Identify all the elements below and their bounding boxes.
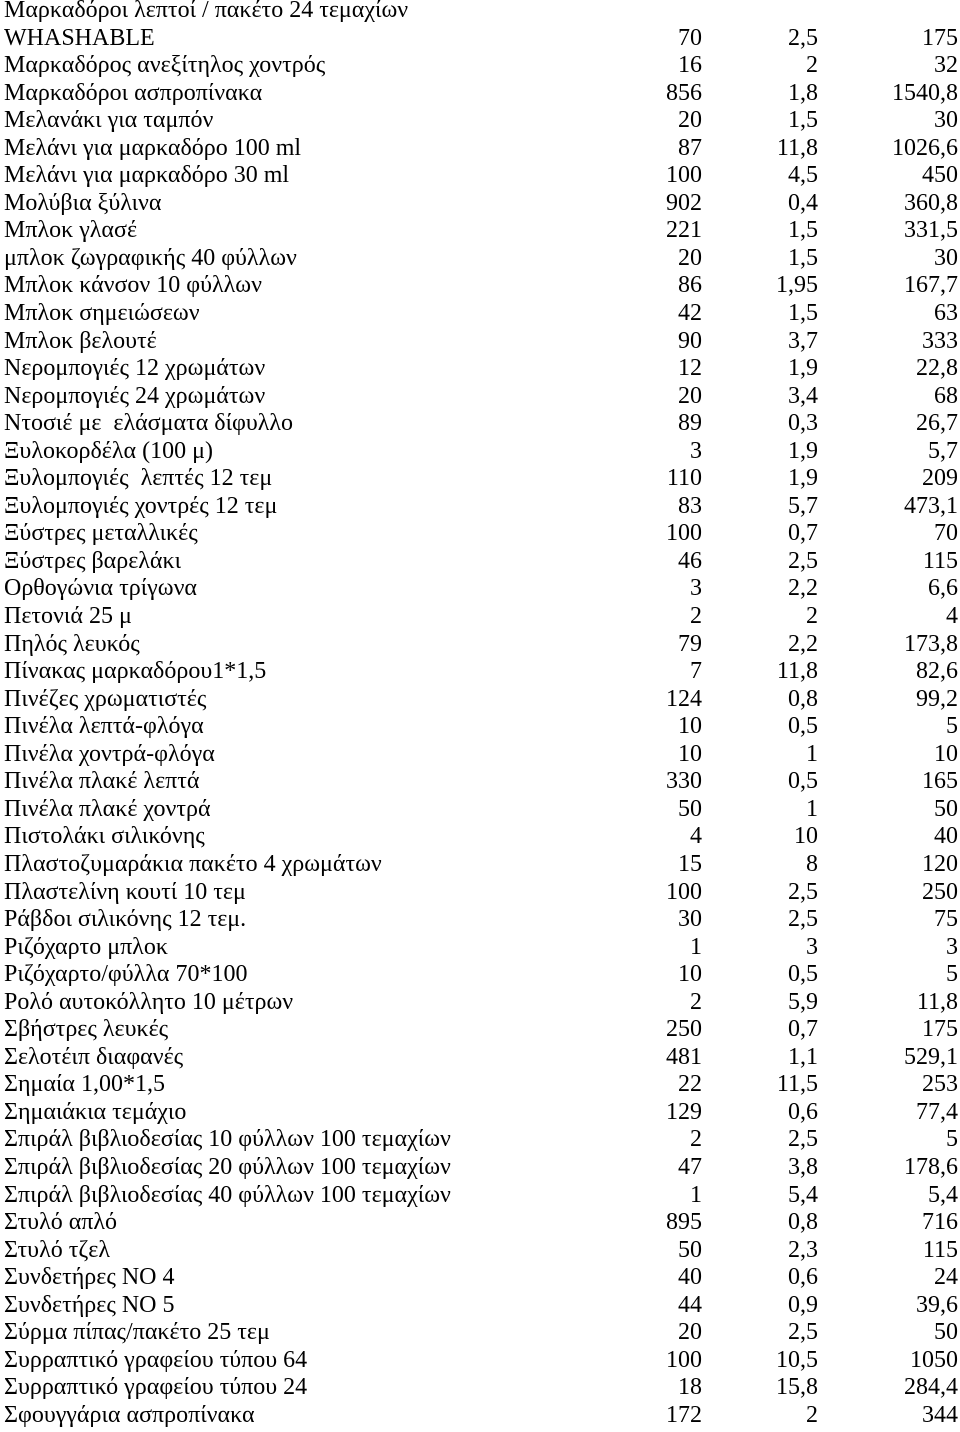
item-total: 253 — [922, 1071, 958, 1098]
item-total: 1540,8 — [892, 79, 958, 106]
item-quantity: 100 — [666, 1346, 702, 1373]
table-row — [0, 961, 960, 989]
item-unit-price: 11,8 — [776, 658, 818, 685]
table-row — [0, 52, 960, 80]
item-quantity: 129 — [666, 1098, 702, 1125]
item-quantity: 50 — [678, 1236, 702, 1263]
item-unit-price: 2,2 — [788, 630, 818, 657]
item-unit-price: 10,5 — [776, 1346, 818, 1373]
table-row — [0, 989, 960, 1017]
table-row — [0, 1016, 960, 1044]
table-row — [0, 851, 960, 879]
item-name: Σπιράλ βιβλιοδεσίας 40 φύλλων 100 τεμαχίων — [4, 1181, 451, 1208]
item-total: 39,6 — [916, 1291, 958, 1318]
item-quantity: 89 — [678, 410, 702, 437]
table-row — [0, 438, 960, 466]
item-total: 82,6 — [916, 658, 958, 685]
item-name: Ξυλομπογιές λεπτές 12 τεμ — [4, 465, 273, 492]
item-quantity: 86 — [678, 272, 702, 299]
item-quantity: 15 — [678, 850, 702, 877]
item-quantity: 330 — [666, 768, 702, 795]
item-name: Πινέλα λεπτά-φλόγα — [4, 713, 204, 740]
item-unit-price: 3,7 — [788, 327, 818, 354]
item-unit-price: 2,5 — [788, 906, 818, 933]
item-unit-price: 0,6 — [788, 1264, 818, 1291]
item-name: Ράβδοι σιλικόνης 12 τεμ. — [4, 906, 247, 933]
item-unit-price: 2,5 — [788, 547, 818, 574]
item-total: 1026,6 — [892, 134, 958, 161]
item-total: 209 — [922, 465, 958, 492]
item-name: Νερομπογιές 24 χρωμάτων — [4, 382, 266, 409]
table-row — [0, 631, 960, 659]
item-quantity: 20 — [678, 382, 702, 409]
table-row — [0, 796, 960, 824]
item-total: 344 — [922, 1401, 958, 1428]
item-unit-price: 3,8 — [788, 1153, 818, 1180]
item-name: Σύρμα πίπας/πακέτο 25 τεμ — [4, 1319, 270, 1346]
item-total: 40 — [934, 823, 958, 850]
item-name: Μελάνι για μαρκαδόρο 100 ml — [4, 134, 302, 161]
item-quantity: 2 — [690, 603, 702, 630]
table-row — [0, 1237, 960, 1265]
item-name: Μαρκαδόροι ασπροπίνακα — [4, 79, 263, 106]
item-total: 360,8 — [904, 189, 958, 216]
item-total: 175 — [922, 1016, 958, 1043]
table-row — [0, 328, 960, 356]
item-name: Στυλό τζελ — [4, 1236, 110, 1263]
table-row — [0, 162, 960, 190]
item-quantity: 18 — [678, 1374, 702, 1401]
table-row — [0, 1182, 960, 1210]
table-row — [0, 410, 960, 438]
item-total: 331,5 — [904, 217, 958, 244]
item-total: 4 — [946, 603, 958, 630]
item-name: WHASHABLE — [4, 24, 155, 51]
item-quantity: 3 — [690, 437, 702, 464]
item-name: Ντοσιέ με ελάσματα δίφυλλο — [4, 410, 294, 437]
item-total: 473,1 — [904, 492, 958, 519]
item-unit-price: 2,5 — [788, 1126, 818, 1153]
item-quantity: 12 — [678, 355, 702, 382]
item-unit-price: 2 — [806, 1401, 818, 1428]
item-quantity: 7 — [690, 658, 702, 685]
item-total: 30 — [934, 107, 958, 134]
table-row — [0, 575, 960, 603]
table-row — [0, 1374, 960, 1402]
table-row — [0, 768, 960, 796]
item-name: Συνδετήρες ΝΟ 4 — [4, 1264, 175, 1291]
item-name: Στυλό απλό — [4, 1209, 118, 1236]
table-row — [0, 713, 960, 741]
item-unit-price: 0,5 — [788, 713, 818, 740]
item-unit-price: 2 — [806, 603, 818, 630]
item-total: 716 — [922, 1209, 958, 1236]
item-total: 333 — [922, 327, 958, 354]
item-total: 178,6 — [904, 1153, 958, 1180]
table-row — [0, 1071, 960, 1099]
item-name: Μπλοκ κάνσον 10 φύλλων — [4, 272, 262, 299]
item-unit-price: 0,5 — [788, 961, 818, 988]
item-total: 70 — [934, 520, 958, 547]
item-name: Μπλοκ σημειώσεων — [4, 300, 200, 327]
item-unit-price: 0,7 — [788, 1016, 818, 1043]
table-row — [0, 135, 960, 163]
item-total: 284,4 — [904, 1374, 958, 1401]
table-row — [0, 1347, 960, 1375]
item-unit-price: 8 — [806, 850, 818, 877]
table-row — [0, 1402, 960, 1430]
table-row — [0, 80, 960, 108]
item-name: Πίνακας μαρκαδόρου1*1,5 — [4, 658, 267, 685]
item-name: Σπιράλ βιβλιοδεσίας 10 φύλλων 100 τεμαχίων — [4, 1126, 451, 1153]
item-unit-price: 11,5 — [776, 1071, 818, 1098]
table-row — [0, 879, 960, 907]
item-name: Μελανάκι για ταμπόν — [4, 107, 214, 134]
item-name: Σημαία 1,00*1,5 — [4, 1071, 165, 1098]
item-quantity: 856 — [666, 79, 702, 106]
item-name: Ξυλοκορδέλα (100 μ) — [4, 437, 213, 464]
item-unit-price: 0,8 — [788, 685, 818, 712]
item-unit-price: 2,5 — [788, 24, 818, 51]
item-total: 115 — [922, 547, 958, 574]
item-unit-price: 3,4 — [788, 382, 818, 409]
table-row — [0, 1044, 960, 1072]
item-name: Πλαστοζυμαράκια πακέτο 4 χρωμάτων — [4, 850, 382, 877]
item-name: Πινέλα χοντρά-φλόγα — [4, 740, 215, 767]
item-quantity: 70 — [678, 24, 702, 51]
item-total: 68 — [934, 382, 958, 409]
item-total: 30 — [934, 244, 958, 271]
item-quantity: 46 — [678, 547, 702, 574]
item-total: 6,6 — [928, 575, 958, 602]
item-name: Μπλοκ βελουτέ — [4, 327, 157, 354]
item-unit-price: 0,4 — [788, 189, 818, 216]
item-unit-price: 0,7 — [788, 520, 818, 547]
item-total: 115 — [922, 1236, 958, 1263]
item-quantity: 10 — [678, 713, 702, 740]
item-unit-price: 0,3 — [788, 410, 818, 437]
item-total: 99,2 — [916, 685, 958, 712]
table-row — [0, 1154, 960, 1182]
item-total: 77,4 — [916, 1098, 958, 1125]
item-quantity: 2 — [690, 1126, 702, 1153]
item-unit-price: 0,9 — [788, 1291, 818, 1318]
item-total: 50 — [934, 795, 958, 822]
item-total: 5 — [946, 1126, 958, 1153]
item-unit-price: 1,5 — [788, 217, 818, 244]
item-name: Σημαιάκια τεμάχιο — [4, 1098, 187, 1125]
item-total: 165 — [922, 768, 958, 795]
item-quantity: 2 — [690, 988, 702, 1015]
item-name: μπλοκ ζωγραφικής 40 φύλλων — [4, 244, 297, 271]
item-total: 167,7 — [904, 272, 958, 299]
item-unit-price: 1,9 — [788, 465, 818, 492]
item-quantity: 40 — [678, 1264, 702, 1291]
item-quantity: 3 — [690, 575, 702, 602]
table-row — [0, 217, 960, 245]
item-total: 5 — [946, 713, 958, 740]
item-quantity: 100 — [666, 162, 702, 189]
table-row — [0, 465, 960, 493]
item-unit-price: 2 — [806, 52, 818, 79]
item-quantity: 22 — [678, 1071, 702, 1098]
item-total: 5,7 — [928, 437, 958, 464]
item-name: Σφουγγάρια ασπροπίνακα — [4, 1401, 255, 1428]
item-unit-price: 1,9 — [788, 437, 818, 464]
item-unit-price: 1,1 — [788, 1043, 818, 1070]
item-unit-price: 5,4 — [788, 1181, 818, 1208]
item-total: 5 — [946, 961, 958, 988]
item-unit-price: 2,3 — [788, 1236, 818, 1263]
item-name: Πιστολάκι σιλικόνης — [4, 823, 205, 850]
item-quantity: 90 — [678, 327, 702, 354]
item-name: Ορθογώνια τρίγωνα — [4, 575, 197, 602]
item-quantity: 1 — [690, 933, 702, 960]
item-name: Νερομπογιές 12 χρωμάτων — [4, 355, 266, 382]
item-quantity: 42 — [678, 300, 702, 327]
table-row — [0, 1292, 960, 1320]
table-row — [0, 1099, 960, 1127]
item-quantity: 221 — [666, 217, 702, 244]
item-name: Ξύστρες βαρελάκι — [4, 547, 182, 574]
item-unit-price: 1,9 — [788, 355, 818, 382]
item-total: 450 — [922, 162, 958, 189]
item-unit-price: 15,8 — [776, 1374, 818, 1401]
table-row — [0, 906, 960, 934]
item-total: 63 — [934, 300, 958, 327]
table-row — [0, 741, 960, 769]
item-name: Πλαστελίνη κουτί 10 τεμ — [4, 878, 246, 905]
item-quantity: 50 — [678, 795, 702, 822]
item-name: Μαρκαδόρος ανεξίτηλος χοντρός — [4, 52, 326, 79]
table-row — [0, 272, 960, 300]
table-row — [0, 603, 960, 631]
item-name: Συνδετήρες ΝΟ 5 — [4, 1291, 175, 1318]
item-unit-price: 3 — [806, 933, 818, 960]
item-unit-price: 5,7 — [788, 492, 818, 519]
item-quantity: 47 — [678, 1153, 702, 1180]
item-name: Συρραπτικό γραφείου τύπου 64 — [4, 1346, 308, 1373]
item-quantity: 30 — [678, 906, 702, 933]
item-name: Σβήστρες λευκές — [4, 1016, 169, 1043]
item-total: 24 — [934, 1264, 958, 1291]
item-quantity: 4 — [690, 823, 702, 850]
item-unit-price: 5,9 — [788, 988, 818, 1015]
table-row — [0, 686, 960, 714]
item-quantity: 100 — [666, 520, 702, 547]
table-row — [0, 658, 960, 686]
item-unit-price: 2,5 — [788, 1319, 818, 1346]
item-total: 175 — [922, 24, 958, 51]
item-unit-price: 2,5 — [788, 878, 818, 905]
item-unit-price: 0,8 — [788, 1209, 818, 1236]
table-row — [0, 355, 960, 383]
item-name: Μολύβια ξύλινα — [4, 189, 162, 216]
item-name: Ριζόχαρτο/φύλλα 70*100 — [4, 961, 248, 988]
item-name: Ξύστρες μεταλλικές — [4, 520, 198, 547]
table-row — [0, 0, 960, 25]
item-name: Ριζόχαρτο μπλοκ — [4, 933, 168, 960]
table-row — [0, 823, 960, 851]
item-total: 22,8 — [916, 355, 958, 382]
item-total: 529,1 — [904, 1043, 958, 1070]
item-name: Πινέλα πλακέ λεπτά — [4, 768, 200, 795]
item-unit-price: 1,5 — [788, 107, 818, 134]
table-row — [0, 1209, 960, 1237]
item-quantity: 20 — [678, 1319, 702, 1346]
item-name: Συρραπτικό γραφείου τύπου 24 — [4, 1374, 308, 1401]
item-quantity: 87 — [678, 134, 702, 161]
table-row — [0, 25, 960, 53]
item-quantity: 895 — [666, 1209, 702, 1236]
item-quantity: 250 — [666, 1016, 702, 1043]
item-quantity: 20 — [678, 107, 702, 134]
item-name: Μαρκαδόροι λεπτοί / πακέτο 24 τεμαχίων — [4, 0, 409, 23]
item-quantity: 10 — [678, 961, 702, 988]
item-name: Σπιράλ βιβλιοδεσίας 20 φύλλων 100 τεμαχίων — [4, 1153, 451, 1180]
table-row — [0, 1126, 960, 1154]
item-quantity: 124 — [666, 685, 702, 712]
item-unit-price: 1,8 — [788, 79, 818, 106]
table-row — [0, 1264, 960, 1292]
item-name: Ρολό αυτοκόλλητο 10 μέτρων — [4, 988, 294, 1015]
item-total: 10 — [934, 740, 958, 767]
item-quantity: 10 — [678, 740, 702, 767]
item-total: 11,8 — [916, 988, 958, 1015]
item-unit-price: 0,6 — [788, 1098, 818, 1125]
item-unit-price: 4,5 — [788, 162, 818, 189]
item-quantity: 172 — [666, 1401, 702, 1428]
item-name: Σελοτέιπ διαφανές — [4, 1043, 184, 1070]
table-row — [0, 1319, 960, 1347]
table-row — [0, 493, 960, 521]
item-quantity: 16 — [678, 52, 702, 79]
item-total: 3 — [946, 933, 958, 960]
item-total: 173,8 — [904, 630, 958, 657]
item-total: 5,4 — [928, 1181, 958, 1208]
item-total: 120 — [922, 850, 958, 877]
item-unit-price: 11,8 — [776, 134, 818, 161]
item-name: Πινέλα πλακέ χοντρά — [4, 795, 211, 822]
item-unit-price: 0,5 — [788, 768, 818, 795]
table-row — [0, 190, 960, 218]
table-row — [0, 934, 960, 962]
item-name: Πηλός λευκός — [4, 630, 140, 657]
item-total: 50 — [934, 1319, 958, 1346]
item-quantity: 481 — [666, 1043, 702, 1070]
item-unit-price: 1 — [806, 740, 818, 767]
item-unit-price: 2,2 — [788, 575, 818, 602]
item-total: 32 — [934, 52, 958, 79]
item-unit-price: 1,95 — [776, 272, 818, 299]
item-name: Μελάνι για μαρκαδόρο 30 ml — [4, 162, 290, 189]
table-row — [0, 548, 960, 576]
item-unit-price: 1,5 — [788, 244, 818, 271]
table-row — [0, 107, 960, 135]
table-row — [0, 520, 960, 548]
item-unit-price: 1,5 — [788, 300, 818, 327]
table-row — [0, 300, 960, 328]
item-name: Ξυλομπογιές χοντρές 12 τεμ — [4, 492, 278, 519]
item-total: 250 — [922, 878, 958, 905]
item-name: Πετονιά 25 μ — [4, 603, 132, 630]
item-name: Μπλοκ γλασέ — [4, 217, 138, 244]
item-total: 26,7 — [916, 410, 958, 437]
table-row — [0, 245, 960, 273]
table-row — [0, 383, 960, 411]
item-quantity: 902 — [666, 189, 702, 216]
item-total: 1050 — [910, 1346, 958, 1373]
item-unit-price: 1 — [806, 795, 818, 822]
item-name: Πινέζες χρωματιστές — [4, 685, 207, 712]
item-total: 75 — [934, 906, 958, 933]
item-quantity: 20 — [678, 244, 702, 271]
item-quantity: 110 — [666, 465, 702, 492]
item-unit-price: 10 — [794, 823, 818, 850]
item-quantity: 1 — [690, 1181, 702, 1208]
item-quantity: 83 — [678, 492, 702, 519]
item-quantity: 100 — [666, 878, 702, 905]
item-quantity: 79 — [678, 630, 702, 657]
item-quantity: 44 — [678, 1291, 702, 1318]
